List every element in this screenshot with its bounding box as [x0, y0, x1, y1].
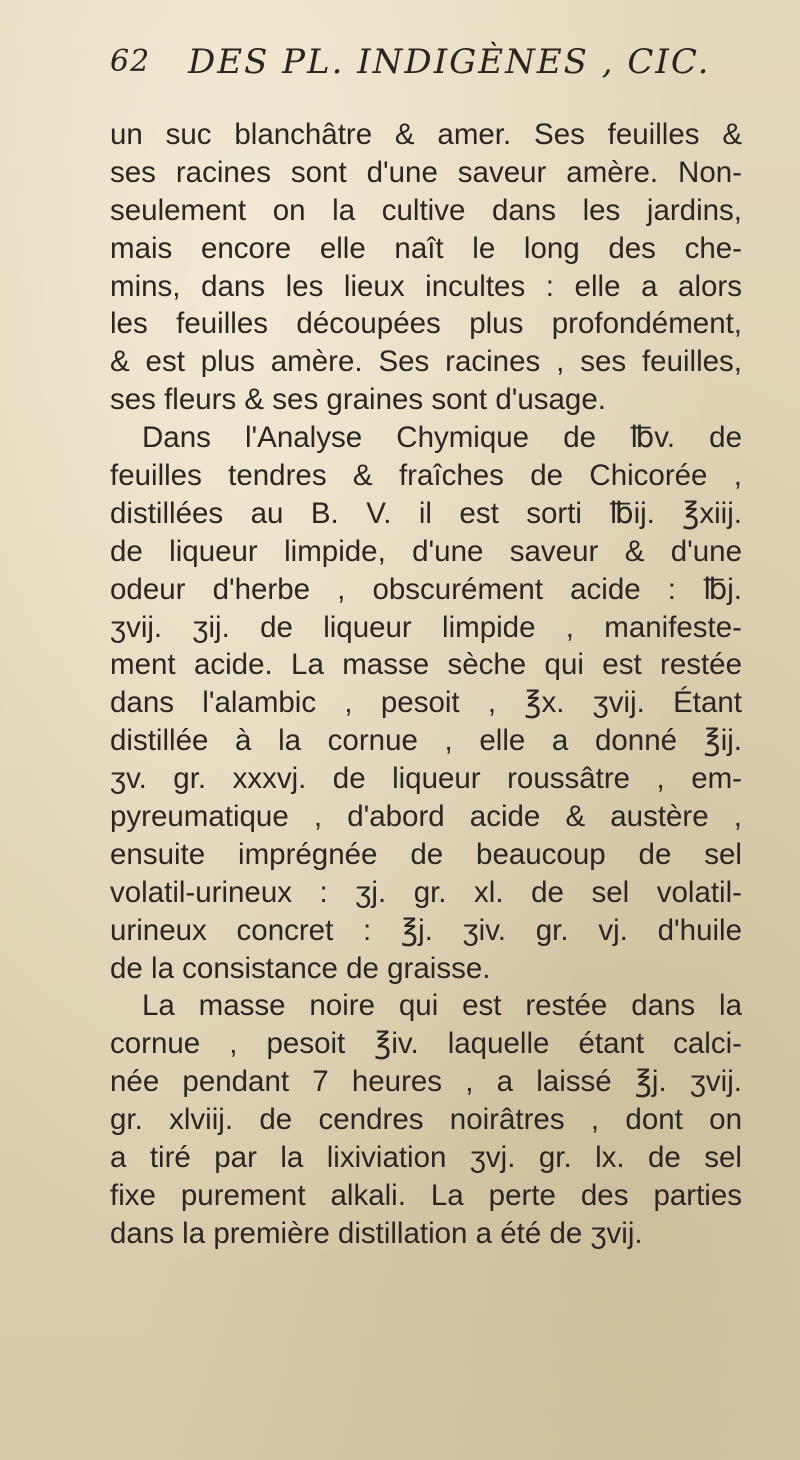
- text-line: La masse noire qui est restée dans la: [142, 989, 742, 1023]
- paragraph-1: [110, 116, 742, 419]
- text-line: Dans l'Analyse Chymique de ℔v. de: [142, 421, 742, 455]
- text-line: ses racines sont d'une saveur amère. Non-: [110, 155, 742, 189]
- body-text: [110, 116, 742, 1253]
- text-line: ensuite imprégnée de beaucoup de sel: [110, 837, 742, 871]
- text-line: odeur d'herbe , obscurément acide : ℔j.: [110, 572, 742, 606]
- text-line: ses fleurs & ses graines sont d'usage.: [110, 383, 606, 417]
- text-line: distillée à la cornue , elle a donné ℥ij.: [110, 724, 742, 758]
- text-line: les feuilles découpées plus profondément,: [110, 307, 742, 341]
- text-line: a tiré par la lixiviation ʒvj. gr. lx. de sel: [110, 1141, 742, 1175]
- running-head: [110, 40, 742, 86]
- page-number: 62: [110, 44, 151, 79]
- running-head-title: DES PL. INDIGÈNES , CIC.: [188, 42, 711, 82]
- text-line: pyreumatique , d'abord acide & austère ,: [110, 800, 742, 834]
- text-line: née pendant 7 heures , a laissé ℥j. ʒvij.: [110, 1065, 742, 1099]
- text-line: ʒvij. ʒij. de liqueur limpide , manifeste-: [110, 610, 742, 644]
- text-line: volatil-urineux : ʒj. gr. xl. de sel volatil-: [110, 875, 742, 909]
- text-line: mais encore elle naît le long des che-: [110, 231, 742, 265]
- text-line: ment acide. La masse sèche qui est restée: [110, 648, 742, 682]
- text-line: mins, dans les lieux incultes : elle a alors: [110, 269, 742, 303]
- paragraph-2: [110, 419, 742, 987]
- text-line: dans la première distillation a été de ʒvij.: [110, 1216, 643, 1250]
- text-line: distillées au B. V. il est sorti ℔ij. ℥xiij.: [110, 496, 742, 530]
- text-line: feuilles tendres & fraîches de Chicorée ,: [110, 459, 742, 493]
- text-line: gr. xlviij. de cendres noirâtres , dont on: [110, 1103, 742, 1137]
- text-line: ʒv. gr. xxxvj. de liqueur roussâtre , em-: [110, 762, 742, 796]
- text-line: cornue , pesoit ℥iv. laquelle étant calci-: [110, 1027, 742, 1061]
- text-line: fixe purement alkali. La perte des parties: [110, 1178, 742, 1212]
- text-line: & est plus amère. Ses racines , ses feuilles,: [110, 345, 742, 379]
- text-line: seulement on la cultive dans les jardins,: [110, 193, 742, 227]
- text-line: de liqueur limpide, d'une saveur & d'une: [110, 534, 742, 568]
- paragraph-3: [110, 987, 742, 1252]
- text-line: de la consistance de graisse.: [110, 951, 491, 985]
- text-line: urineux concret : ℥j. ʒiv. gr. vj. d'huile: [110, 913, 742, 947]
- text-line: un suc blanchâtre & amer. Ses feuilles &: [110, 118, 742, 151]
- text-line: dans l'alambic , pesoit , ℥x. ʒvij. Étant: [110, 686, 742, 720]
